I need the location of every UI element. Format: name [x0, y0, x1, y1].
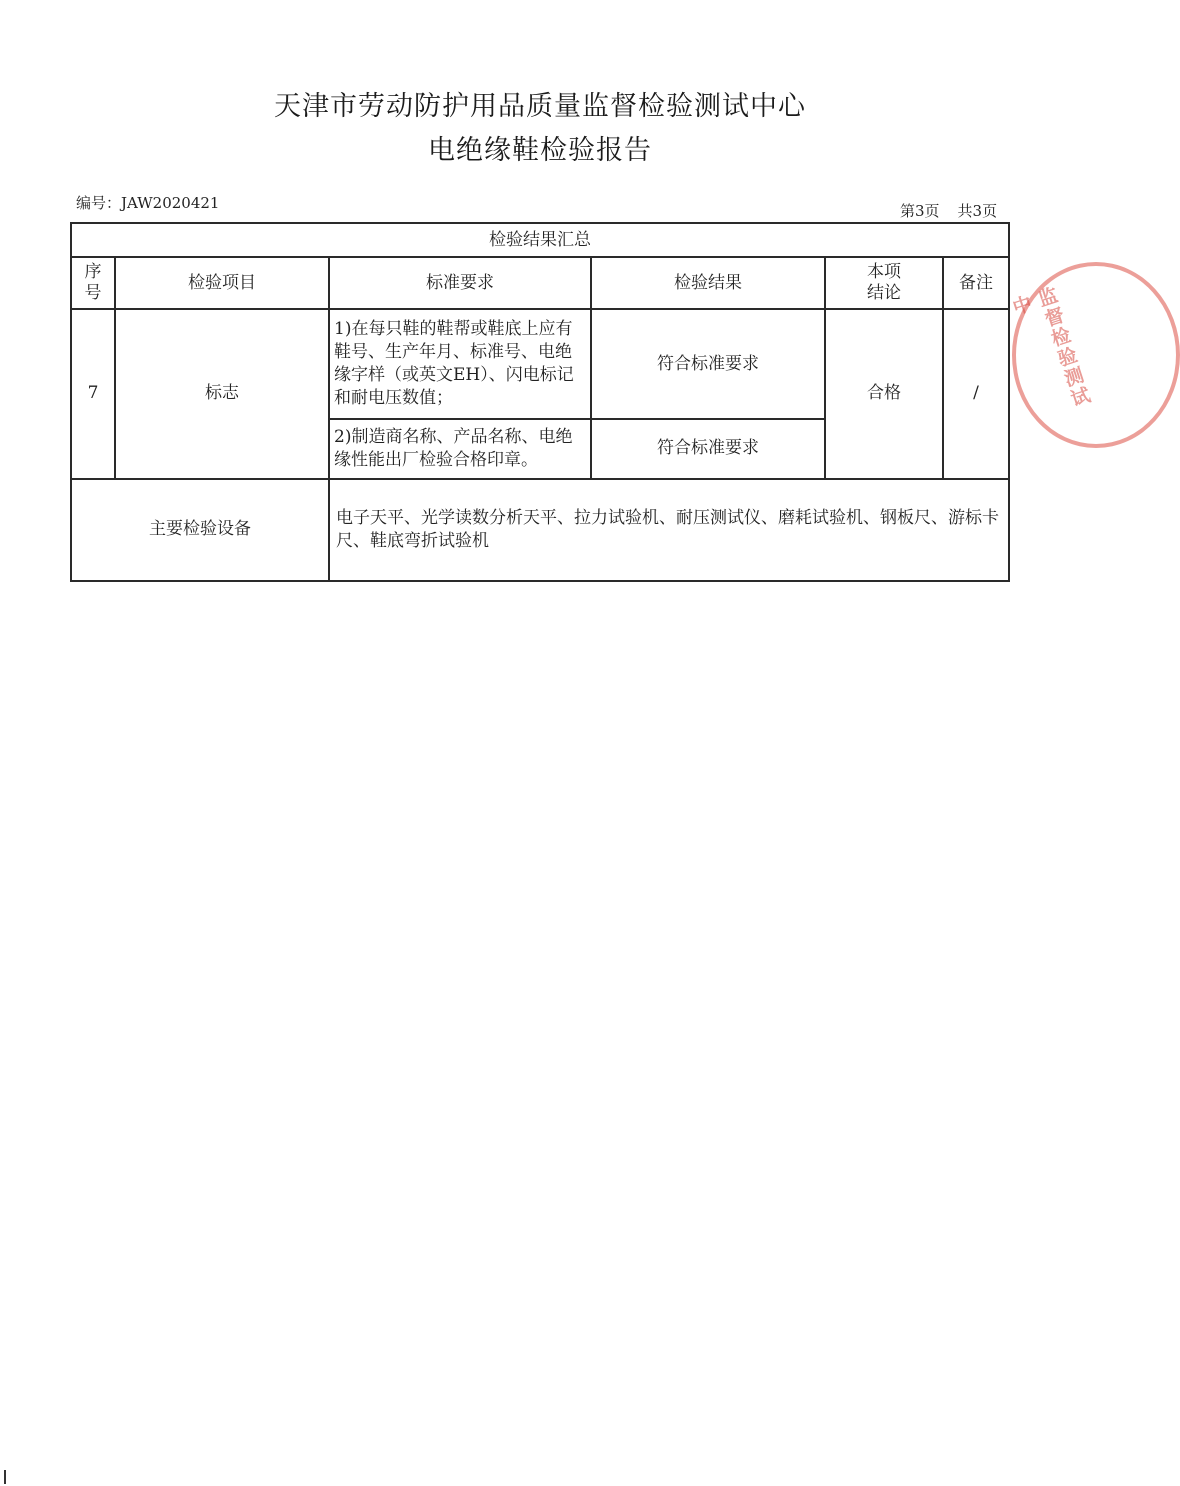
equipment-row [71, 479, 1009, 581]
header-seq: 序 号 [71, 257, 115, 309]
row-seq: 7 [71, 309, 115, 479]
table-row [71, 309, 1009, 419]
row-remark: / [943, 309, 1009, 479]
org-title: 天津市劳动防护用品质量监督检验测试中心 [274, 91, 806, 122]
row-result-2: 符合标准要求 [591, 419, 825, 479]
page-total: 共3页 [957, 202, 998, 220]
header-remark: 备注 [943, 257, 1009, 309]
equipment-label: 主要检验设备 [71, 479, 329, 581]
summary-title: 检验结果汇总 [71, 223, 1009, 257]
report-title: 电绝缘鞋检验报告 [428, 135, 652, 166]
header-item: 检验项目 [115, 257, 329, 309]
row-item: 标志 [115, 309, 329, 479]
header-result: 检验结果 [591, 257, 825, 309]
header-conclusion: 本项 结论 [825, 257, 943, 309]
official-seal-text: 监督检验测试中 [1007, 284, 1093, 412]
row-requirement-1: 1)在每只鞋的鞋帮或鞋底上应有鞋号、生产年月、标准号、电绝缘字样（或英文EH）、闪电标记和耐电压数值； [329, 309, 591, 419]
row-requirement-2: 2)制造商名称、产品名称、电绝缘性能出厂检验合格印章。 [329, 419, 591, 479]
row-conclusion: 合格 [825, 309, 943, 479]
equipment-list: 电子天平、光学读数分析天平、拉力试验机、耐压测试仪、磨耗试验机、钢板尺、游标卡尺、鞋底弯折试验机 [329, 479, 1009, 581]
report-number: 编号：JAW2020421 [76, 194, 220, 212]
page-current: 第3页 [900, 202, 940, 220]
header-standard: 标准要求 [329, 257, 591, 309]
page-indicator [900, 200, 997, 221]
row-result-1: 符合标准要求 [591, 309, 825, 419]
inspection-results-table [70, 222, 1010, 582]
scan-edge-mark [4, 1470, 6, 1484]
